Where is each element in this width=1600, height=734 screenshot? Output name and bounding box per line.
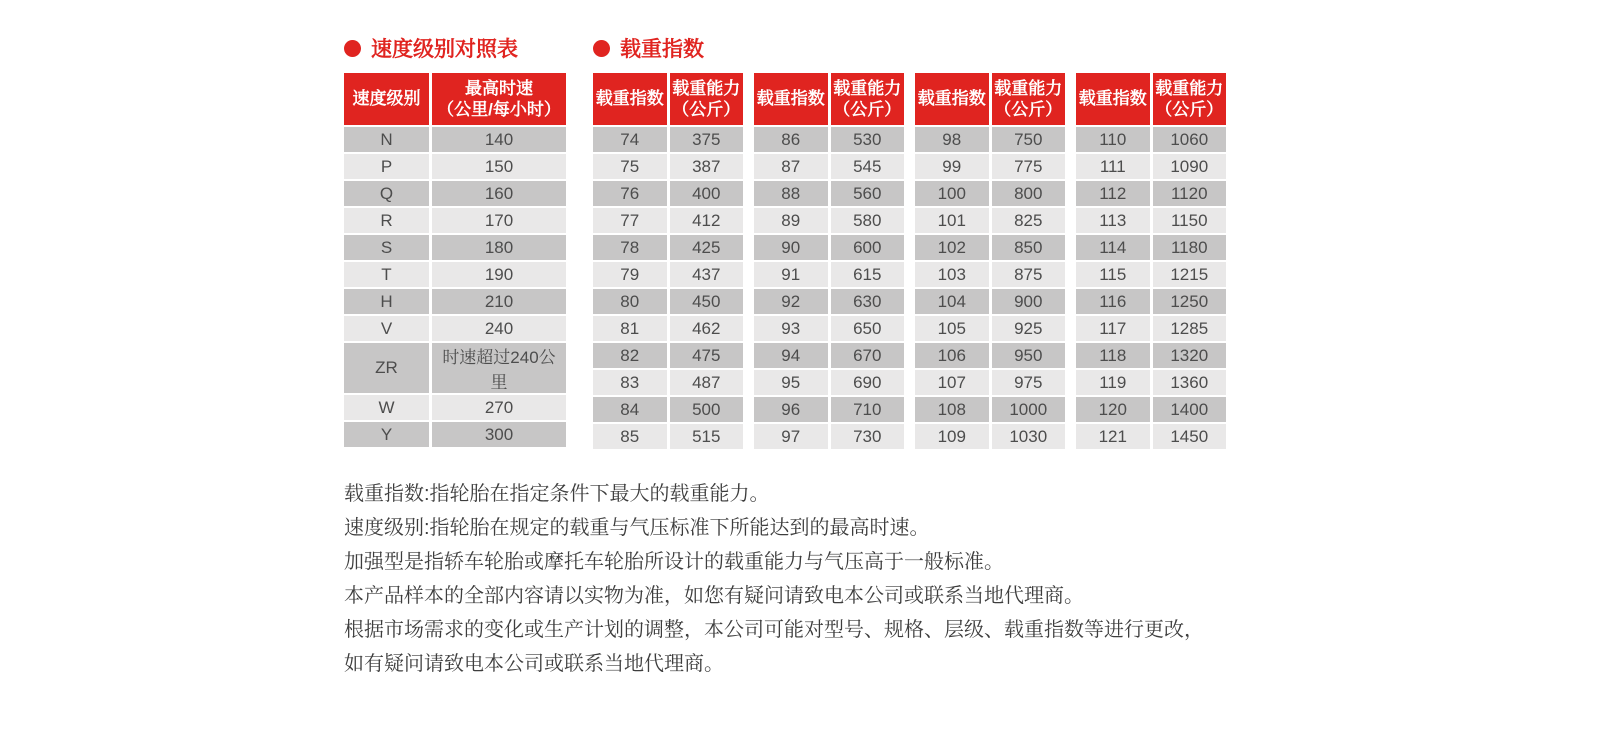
- table-row: [754, 262, 904, 287]
- load-capacity-header-line1: 载重能力: [1155, 78, 1224, 98]
- table-row: [1076, 316, 1226, 341]
- max-speed-header: [432, 73, 566, 125]
- table-row: [593, 370, 743, 395]
- table-row: [754, 235, 904, 260]
- load-capacity-cell: 530: [831, 127, 905, 152]
- max-speed-cell: 210: [432, 289, 566, 314]
- table-row: [1076, 424, 1226, 449]
- table-row: [593, 235, 743, 260]
- load-index-cell: 120: [1076, 397, 1150, 422]
- table-row: [754, 424, 904, 449]
- load-capacity-cell: 925: [992, 316, 1066, 341]
- load-table-group-3: [912, 71, 1068, 451]
- max-speed-header-line2: （公里/每小时）: [437, 100, 561, 119]
- speed-grade-cell: T: [344, 262, 429, 287]
- speed-table-header-row: [344, 73, 566, 125]
- load-capacity-cell: 710: [831, 397, 905, 422]
- table-row: [593, 208, 743, 233]
- load-capacity-header-line2: （公斤）: [672, 100, 741, 119]
- note-line: 本产品样本的全部内容请以实物为准，如您有疑问请致电本公司或联系当地代理商。: [344, 585, 1084, 607]
- load-capacity-cell: 875: [992, 262, 1066, 287]
- load-table-title-label: 载重指数: [620, 38, 704, 61]
- load-index-cell: 115: [1076, 262, 1150, 287]
- table-row: [754, 154, 904, 179]
- note-line: 速度级别:指轮胎在规定的载重与气压标准下所能达到的最高时速。: [344, 517, 930, 539]
- load-index-cell: 79: [593, 262, 667, 287]
- table-row: [344, 181, 566, 206]
- load-table-body: [915, 127, 1065, 449]
- load-capacity-cell: 1180: [1153, 235, 1227, 260]
- load-index-cell: 88: [754, 181, 828, 206]
- speed-grade-cell: R: [344, 208, 429, 233]
- load-capacity-cell: 615: [831, 262, 905, 287]
- table-row: [754, 316, 904, 341]
- load-capacity-cell: 400: [670, 181, 744, 206]
- table-row: [344, 127, 566, 152]
- load-capacity-cell: 825: [992, 208, 1066, 233]
- load-index-cell: 113: [1076, 208, 1150, 233]
- load-capacity-cell: 650: [831, 316, 905, 341]
- load-capacity-cell: 375: [670, 127, 744, 152]
- speed-grade-header: 速度级别: [344, 73, 429, 125]
- table-row: [344, 395, 566, 420]
- load-index-cell: 102: [915, 235, 989, 260]
- max-speed-cell: 时速超过240公里: [432, 343, 566, 393]
- load-capacity-cell: 1285: [1153, 316, 1227, 341]
- load-index-cell: 103: [915, 262, 989, 287]
- load-index-cell: 84: [593, 397, 667, 422]
- load-capacity-header-line1: 载重能力: [994, 78, 1063, 98]
- table-row: [1076, 343, 1226, 368]
- max-speed-cell: 180: [432, 235, 566, 260]
- speed-grade-cell: S: [344, 235, 429, 260]
- load-capacity-header: [992, 73, 1066, 125]
- table-row: [1076, 181, 1226, 206]
- load-capacity-header: [670, 73, 744, 125]
- load-capacity-cell: 775: [992, 154, 1066, 179]
- load-index-cell: 110: [1076, 127, 1150, 152]
- load-index-cell: 99: [915, 154, 989, 179]
- load-capacity-cell: 1450: [1153, 424, 1227, 449]
- table-row: [344, 154, 566, 179]
- table-row: [915, 235, 1065, 260]
- speed-grade-cell: H: [344, 289, 429, 314]
- table-row: [915, 316, 1065, 341]
- load-index-cell: 116: [1076, 289, 1150, 314]
- load-index-cell: 90: [754, 235, 828, 260]
- load-capacity-cell: 412: [670, 208, 744, 233]
- load-index-cell: 81: [593, 316, 667, 341]
- table-row: [593, 343, 743, 368]
- load-capacity-cell: 730: [831, 424, 905, 449]
- load-index-cell: 83: [593, 370, 667, 395]
- table-row: [593, 154, 743, 179]
- load-index-cell: 85: [593, 424, 667, 449]
- load-index-header: 载重指数: [754, 73, 828, 125]
- load-index-cell: 97: [754, 424, 828, 449]
- speed-grade-cell: P: [344, 154, 429, 179]
- load-index-cell: 94: [754, 343, 828, 368]
- table-row: [593, 289, 743, 314]
- load-capacity-cell: 487: [670, 370, 744, 395]
- load-index-cell: 93: [754, 316, 828, 341]
- load-capacity-header-line2: （公斤）: [833, 100, 902, 119]
- table-row: [1076, 154, 1226, 179]
- load-index-cell: 96: [754, 397, 828, 422]
- load-index-cell: 104: [915, 289, 989, 314]
- load-table-group-1: [590, 71, 746, 451]
- load-table-header-row: [1076, 73, 1226, 125]
- load-capacity-cell: 475: [670, 343, 744, 368]
- load-table-body: [593, 127, 743, 449]
- load-table-group-4: [1073, 71, 1229, 451]
- load-capacity-header-line2: （公斤）: [1155, 100, 1224, 119]
- note-line: 加强型是指轿车轮胎或摩托车轮胎所设计的载重能力与气压高于一般标准。: [344, 551, 1004, 573]
- table-row: [1076, 289, 1226, 314]
- table-row: [754, 181, 904, 206]
- load-capacity-cell: 1400: [1153, 397, 1227, 422]
- note-line: 根据市场需求的变化或生产计划的调整，本公司可能对型号、规格、层级、载重指数等进行更改，: [344, 619, 1204, 641]
- table-row: [593, 424, 743, 449]
- load-capacity-header-line2: （公斤）: [994, 100, 1063, 119]
- load-capacity-cell: 900: [992, 289, 1066, 314]
- load-index-cell: 118: [1076, 343, 1150, 368]
- load-capacity-header-line1: 载重能力: [672, 78, 741, 98]
- table-row: [915, 262, 1065, 287]
- table-row: [915, 289, 1065, 314]
- load-index-cell: 119: [1076, 370, 1150, 395]
- table-row: [593, 262, 743, 287]
- load-capacity-cell: 1150: [1153, 208, 1227, 233]
- load-capacity-cell: 1090: [1153, 154, 1227, 179]
- table-row: [1076, 208, 1226, 233]
- load-index-cell: 78: [593, 235, 667, 260]
- load-index-cell: 100: [915, 181, 989, 206]
- table-row: [754, 127, 904, 152]
- speed-grade-cell: N: [344, 127, 429, 152]
- max-speed-cell: 300: [432, 422, 566, 447]
- table-row: [915, 397, 1065, 422]
- load-capacity-cell: 1120: [1153, 181, 1227, 206]
- table-row: [344, 289, 566, 314]
- table-row: [593, 181, 743, 206]
- speed-table-container: [341, 71, 569, 449]
- speed-table-body: [344, 127, 566, 447]
- load-capacity-cell: 600: [831, 235, 905, 260]
- load-capacity-header: [1153, 73, 1227, 125]
- load-index-cell: 82: [593, 343, 667, 368]
- load-index-cell: 105: [915, 316, 989, 341]
- load-index-header: 载重指数: [1076, 73, 1150, 125]
- table-row: [754, 370, 904, 395]
- load-capacity-cell: 690: [831, 370, 905, 395]
- max-speed-cell: 140: [432, 127, 566, 152]
- table-row: [1076, 235, 1226, 260]
- table-row: [915, 343, 1065, 368]
- load-capacity-cell: 450: [670, 289, 744, 314]
- load-index-cell: 111: [1076, 154, 1150, 179]
- table-row: [1076, 127, 1226, 152]
- load-index-cell: 86: [754, 127, 828, 152]
- load-capacity-cell: 750: [992, 127, 1066, 152]
- load-capacity-cell: 425: [670, 235, 744, 260]
- speed-grade-cell: W: [344, 395, 429, 420]
- max-speed-cell: 240: [432, 316, 566, 341]
- speed-table-title: [344, 33, 518, 63]
- load-table-body: [1076, 127, 1226, 449]
- load-index-cell: 74: [593, 127, 667, 152]
- red-circle-bullet-icon: [593, 40, 610, 57]
- note-line: 如有疑问请致电本公司或联系当地代理商。: [344, 653, 724, 675]
- speed-table-title-label: 速度级别对照表: [371, 38, 518, 61]
- load-capacity-cell: 1215: [1153, 262, 1227, 287]
- load-index-cell: 112: [1076, 181, 1150, 206]
- max-speed-cell: 170: [432, 208, 566, 233]
- table-row: [754, 397, 904, 422]
- table-row: [915, 208, 1065, 233]
- table-row: [593, 397, 743, 422]
- speed-grade-cell: V: [344, 316, 429, 341]
- load-capacity-cell: 437: [670, 262, 744, 287]
- load-index-cell: 95: [754, 370, 828, 395]
- load-index-cell: 87: [754, 154, 828, 179]
- load-table-container: [590, 71, 1229, 451]
- load-index-cell: 114: [1076, 235, 1150, 260]
- load-table-header-row: [754, 73, 904, 125]
- load-index-cell: 91: [754, 262, 828, 287]
- table-row: [593, 316, 743, 341]
- load-capacity-cell: 580: [831, 208, 905, 233]
- load-capacity-cell: 462: [670, 316, 744, 341]
- load-index-cell: 89: [754, 208, 828, 233]
- max-speed-cell: 160: [432, 181, 566, 206]
- load-index-cell: 106: [915, 343, 989, 368]
- max-speed-cell: 270: [432, 395, 566, 420]
- load-index-header: 载重指数: [593, 73, 667, 125]
- load-capacity-cell: 387: [670, 154, 744, 179]
- table-row: [1076, 370, 1226, 395]
- load-capacity-cell: 670: [831, 343, 905, 368]
- load-capacity-cell: 950: [992, 343, 1066, 368]
- load-capacity-cell: 630: [831, 289, 905, 314]
- table-row: [754, 208, 904, 233]
- load-capacity-cell: 1030: [992, 424, 1066, 449]
- load-index-cell: 117: [1076, 316, 1150, 341]
- table-row: [344, 208, 566, 233]
- max-speed-cell: 190: [432, 262, 566, 287]
- load-table-title: [593, 33, 704, 63]
- table-row: [1076, 397, 1226, 422]
- load-capacity-cell: 1320: [1153, 343, 1227, 368]
- table-row: [915, 370, 1065, 395]
- table-row: [754, 343, 904, 368]
- load-capacity-cell: 515: [670, 424, 744, 449]
- table-row: [344, 262, 566, 287]
- table-row: [344, 422, 566, 447]
- load-index-cell: 77: [593, 208, 667, 233]
- load-capacity-cell: 560: [831, 181, 905, 206]
- speed-grade-cell: Y: [344, 422, 429, 447]
- speed-grade-cell: ZR: [344, 343, 429, 393]
- table-row: [344, 343, 566, 393]
- load-capacity-cell: 800: [992, 181, 1066, 206]
- load-capacity-cell: 1000: [992, 397, 1066, 422]
- load-index-cell: 121: [1076, 424, 1150, 449]
- load-capacity-cell: 1360: [1153, 370, 1227, 395]
- load-table-body: [754, 127, 904, 449]
- load-capacity-cell: 850: [992, 235, 1066, 260]
- load-capacity-cell: 975: [992, 370, 1066, 395]
- load-capacity-cell: 500: [670, 397, 744, 422]
- table-row: [915, 127, 1065, 152]
- load-capacity-cell: 1250: [1153, 289, 1227, 314]
- max-speed-header-line1: 最高时速: [465, 78, 533, 98]
- table-row: [915, 424, 1065, 449]
- table-row: [1076, 262, 1226, 287]
- note-line: 载重指数:指轮胎在指定条件下最大的载重能力。: [344, 483, 770, 505]
- load-index-cell: 92: [754, 289, 828, 314]
- notes-block: [344, 477, 1344, 681]
- load-capacity-cell: 545: [831, 154, 905, 179]
- load-index-cell: 108: [915, 397, 989, 422]
- load-table-header-row: [915, 73, 1065, 125]
- load-index-cell: 107: [915, 370, 989, 395]
- red-circle-bullet-icon: [344, 40, 361, 57]
- load-table-header-row: [593, 73, 743, 125]
- load-capacity-header: [831, 73, 905, 125]
- load-index-cell: 98: [915, 127, 989, 152]
- load-capacity-cell: 1060: [1153, 127, 1227, 152]
- table-row: [344, 316, 566, 341]
- speed-table: [341, 71, 569, 449]
- load-index-cell: 80: [593, 289, 667, 314]
- load-table-group-2: [751, 71, 907, 451]
- table-row: [915, 181, 1065, 206]
- max-speed-cell: 150: [432, 154, 566, 179]
- table-row: [915, 154, 1065, 179]
- load-index-cell: 109: [915, 424, 989, 449]
- table-row: [344, 235, 566, 260]
- load-capacity-header-line1: 载重能力: [833, 78, 902, 98]
- table-row: [754, 289, 904, 314]
- table-row: [593, 127, 743, 152]
- load-index-cell: 76: [593, 181, 667, 206]
- load-index-header: 载重指数: [915, 73, 989, 125]
- load-index-cell: 101: [915, 208, 989, 233]
- load-index-cell: 75: [593, 154, 667, 179]
- speed-grade-cell: Q: [344, 181, 429, 206]
